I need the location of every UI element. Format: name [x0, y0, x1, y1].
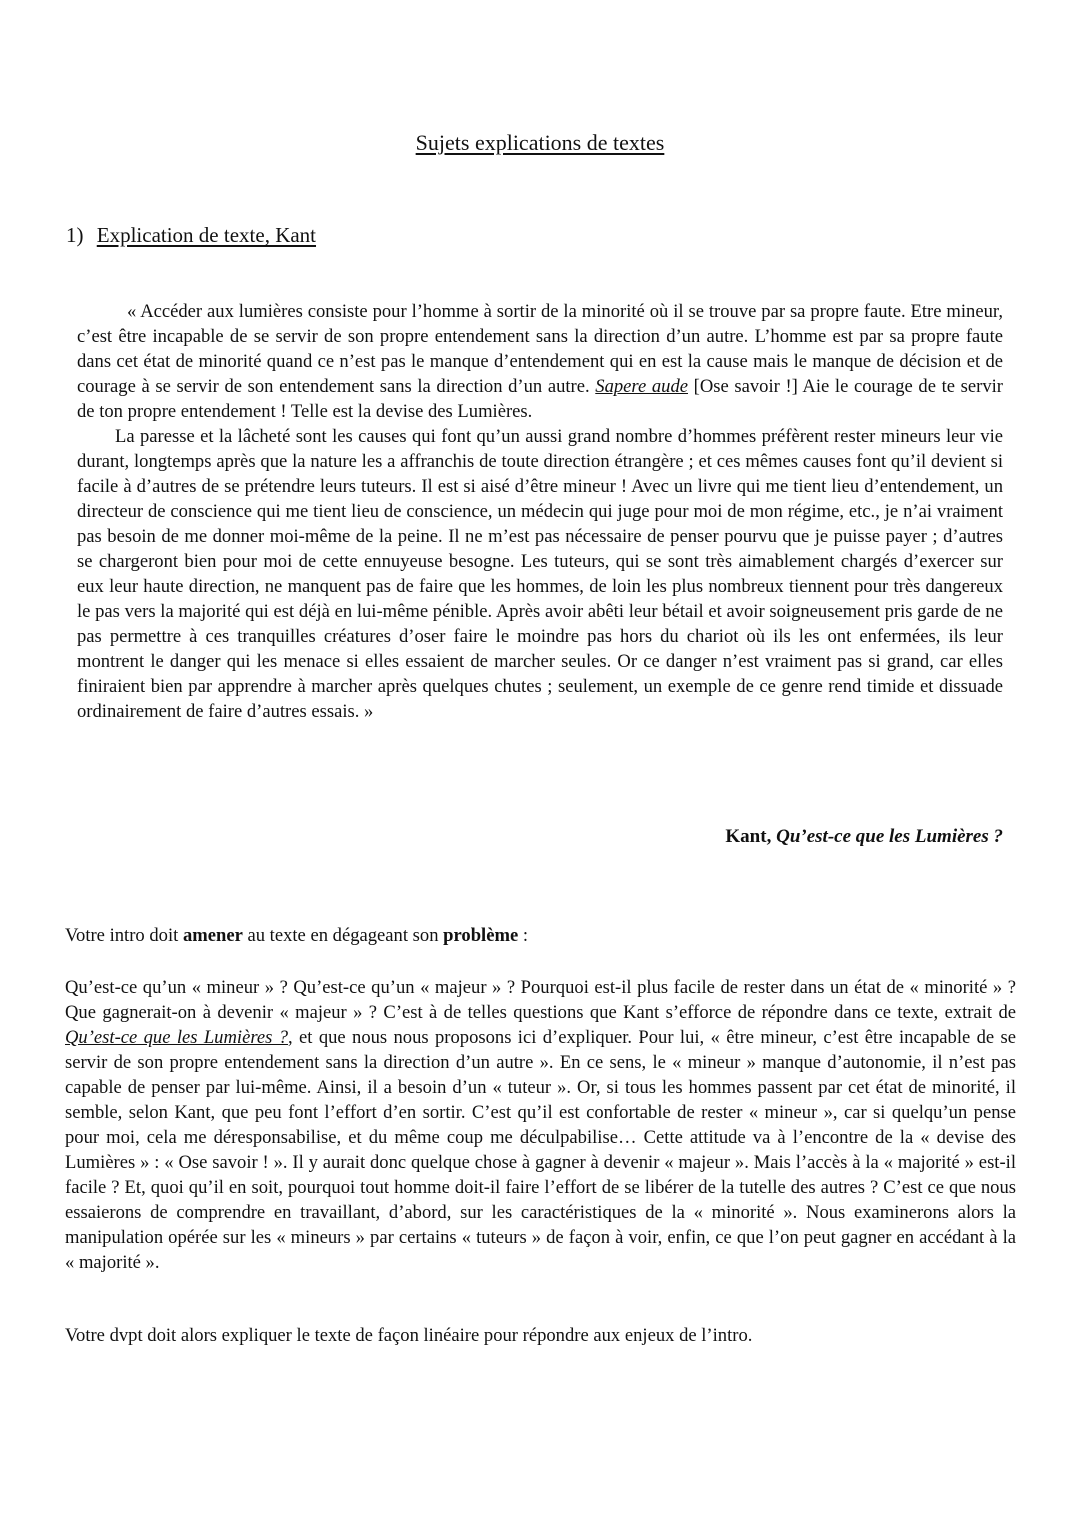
quote-attribution	[725, 826, 1003, 848]
development-instruction: Votre dvpt doit alors expliquer le texte de façon linéaire pour répondre aux enjeux de l’intro.	[65, 1325, 753, 1346]
section-number: 1)	[66, 223, 84, 247]
attribution-work: Qu’est-ce que les Lumières ?	[776, 826, 1003, 847]
quote-paragraph-1	[77, 299, 1003, 424]
attribution-author: Kant,	[725, 826, 777, 847]
intro-body-start: Qu’est-ce qu’un « mineur » ? Qu’est-ce qu’un « majeur » ? Pourquoi est-il plus facile de rester dans un état de « minorité » ? Que gagnerait-on à devenir « majeur » ? C’est à de telles questions que Kant s’efforce de répondre dans ce texte, extrait de	[65, 977, 1016, 1023]
kant-quote	[77, 299, 1003, 724]
section-label: Explication de texte, Kant	[96, 223, 317, 247]
section-heading	[66, 223, 316, 248]
latin-motto: Sapere aude	[595, 376, 688, 397]
intro-example-paragraph	[65, 975, 1016, 1275]
intro-instruction	[65, 925, 528, 947]
intro-lead-text-3: :	[518, 925, 529, 946]
intro-lead-bold-2: problème	[443, 925, 519, 946]
intro-lead-text-2: au texte en dégageant son	[242, 925, 444, 946]
intro-body-end: , et que nous nous proposons ici d’expliquer. Pour lui, « être mineur, c’est être incapable de se servir de son propre entendement sans la direction d’un autre ». En ce sens, le « mineur » manque d’autonomie, il n’est pas capable de penser par lui-même. Ainsi, il a besoin d’un « tuteur ». Or, si tous les hommes passent par cet état de minorité, il semble, selon Kant, que peu font l’effort d’en sortir. C’est qu’il est confortable de rester « mineur », car si quelqu’un pense pour moi, cela me déresponsabilise, et du même coup me déculpabilise… Cette attitude va à l’encontre de la « devise des Lumières » : « Ose savoir ! ». Il y aurait donc quelque chose à gagner à devenir « majeur ». Mais l’accès à la « majorité » est-il facile ? Et, quoi qu’il en soit, pourquoi tout homme doit-il faire l’effort de se libérer de la tutelle des autres ? C’est ce que nous essaierons de comprendre en travaillant, d’abord, sur les caractéristiques de la « minorité ». Nous examinerons alors la manipulation opérée sur les « mineurs » par certains « tuteurs » de façon à voir, enfin, ce que l’on peut gagner en accédant à la « majorité ».	[65, 1027, 1017, 1273]
intro-lead-text-1: Votre intro doit	[65, 925, 183, 946]
intro-body-work-title: Qu’est-ce que les Lumières ?	[65, 1027, 289, 1048]
page-title: Sujets explications de textes	[415, 130, 665, 155]
quote-paragraph-2: La paresse et la lâcheté sont les causes qui font qu’un aussi grand nombre d’hommes préfèrent rester mineurs leur vie durant, longtemps après que la nature les a affranchis de toute direction étrangère ; et ces mêmes causes font qu’il devient si facile à d’autres de se prétendre leurs tuteurs. Il est si aisé d’être mineur ! Avec un livre qui me tient lieu d’entendement, un directeur de conscience qui me tient lieu de conscience, un médecin qui juge pour moi de mon régime, etc., je n’ai vraiment pas besoin de me donner moi-même de la peine. Il ne m’est pas nécessaire de penser pourvu que je puisse payer ; d’autres se chargeront bien pour moi de cette ennuyeuse besogne. Les tuteurs, qui se sont très aimablement chargés d’exercer sur eux leur haute direction, ne manquent pas de faire que les hommes, de loin les plus nombreux tiennent pour très dangereux le pas vers la majorité qui est déjà en lui-même pénible. Après avoir abêti leur bétail et avoir soigneusement pris garde de ne pas permettre à ces tranquilles créatures d’oser faire le moindre pas hors du chariot où ils les ont enfermées, ils leur montrent le danger qui les menace si elles essaient de marcher seules. Or ce danger n’est vraiment pas si grand, car elles finiraient bien par apprendre à marcher après quelques chutes ; seulement, un exemple de ce genre rend timide et dissuade ordinairement de faire d’autres essais. »	[77, 426, 1003, 722]
quote-p1-start: « Accéder aux lumières consiste pour l’homme à sortir de la minorité où il se trouve par sa propre faute. Etre mineur, c’est être incapable de se servir de son propre entendement sans la direction d’un autre. L’homme est par sa propre faute dans cet état de minorité quand ce n’est pas le manque d’entendement qui en est la cause mais le manque de décision et de courage à se servir de son entendement sans la direction d’un autre.	[77, 301, 1003, 397]
quote-p1-end: [Ose savoir !] Aie le courage de te servir de ton propre entendement ! Telle est la devise des Lumières.	[77, 376, 1003, 422]
intro-lead-bold-1: amener	[182, 925, 243, 946]
